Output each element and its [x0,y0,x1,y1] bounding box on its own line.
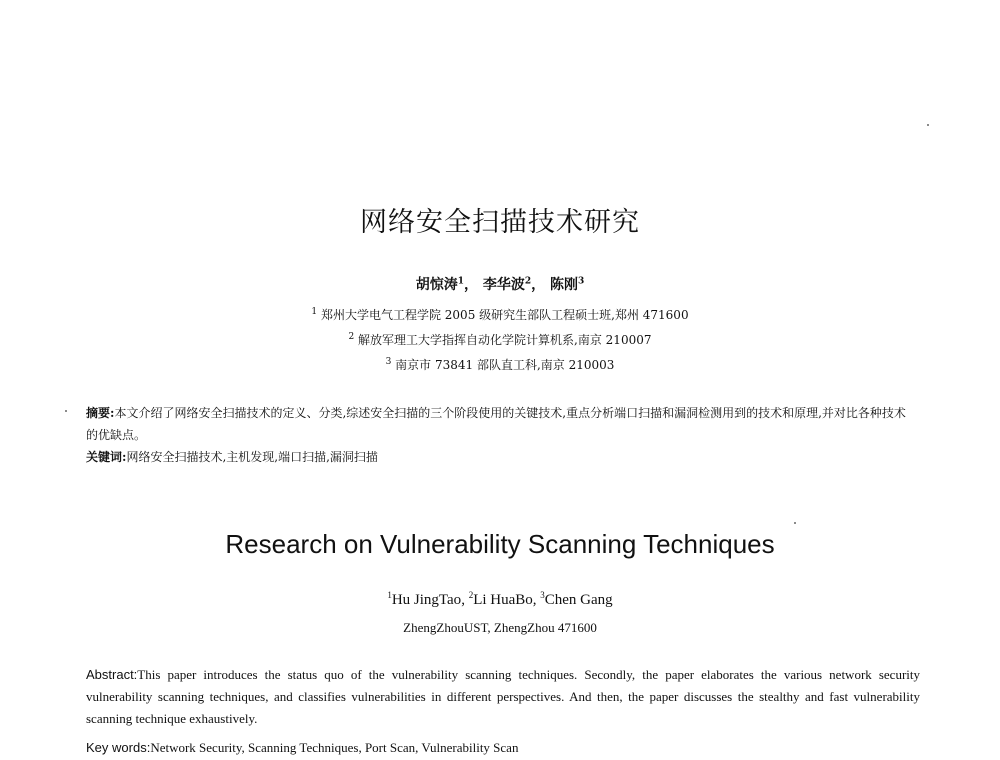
author-superscript: 1 [457,276,464,287]
author-name: 李华波 [482,277,525,293]
affiliation-superscript: 3 [385,357,392,367]
author-separator: , [532,592,541,608]
affiliation-1 [0,306,1000,323]
scan-speck [65,410,67,412]
english-authors [0,592,1000,609]
author-superscript: 2 [468,590,474,600]
affiliation-superscript: 2 [348,332,355,342]
scan-speck [927,124,929,126]
author-superscript: 3 [578,276,585,287]
affiliation-text: 解放军理工大学指挥自动化学院计算机系,南京 210007 [358,333,652,347]
chinese-title: 网络安全扫描技术研究 [360,207,640,238]
chinese-authors [0,274,1000,294]
chinese-keywords [86,446,916,468]
abstract-label: 摘要: [86,406,115,420]
affiliation-text: 南京市 73841 部队直工科,南京 210003 [395,358,615,372]
keywords-text: Network Security, Scanning Techniques, Port Scan, Vulnerability Scan [150,740,519,755]
author-name: Chen Gang [544,592,613,608]
abstract-text: This paper introduces the status quo of the vulnerability scanning techniques. Secondly, the paper elaborates the various network security vulnerability scanning techniques, and classifies vulnerabilities in different perspectives. And then, the paper discusses the stealthy and fast vulnerability scanning technique exhaustively. [86,667,920,726]
author-separator: , [461,592,469,608]
author-superscript: 3 [540,590,545,600]
english-title: Research on Vulnerability Scanning Techniques [225,529,775,559]
english-keywords [86,740,920,756]
author-separator: ， [463,277,478,293]
keywords-label: 关键词: [86,450,127,464]
affiliation-text: 郑州大学电气工程学院 2005 级研究生部队工程硕士班,郑州 471600 [320,308,689,322]
affiliation-superscript: 1 [311,307,318,317]
author-name: Li HuaBo [473,592,533,608]
keywords-text: 网络安全扫描技术,主机发现,端口扫描,漏洞扫描 [126,450,378,464]
author-name: 胡惊涛 [415,277,458,293]
chinese-abstract [86,402,916,468]
scan-speck [794,522,796,524]
english-abstract [86,664,920,730]
affiliation-2 [0,331,1000,348]
abstract-label: Abstract: [86,667,138,682]
abstract-text: 本文介绍了网络安全扫描技术的定义、分类,综述安全扫描的三个阶段使用的关键技术,重点分析端口扫描和漏洞检测用到的技术和原理,并对比各种技术的优缺点。 [86,406,906,442]
english-affiliation: ZhengZhouUST, ZhengZhou 471600 [403,620,597,635]
keywords-label: Key words: [86,740,151,755]
affiliation-3 [0,356,1000,373]
author-superscript: 2 [524,276,532,287]
author-name: 陈刚 [550,277,578,293]
author-superscript: 1 [387,590,392,600]
author-separator: ， [531,277,546,293]
author-name: Hu JingTao [391,592,462,608]
